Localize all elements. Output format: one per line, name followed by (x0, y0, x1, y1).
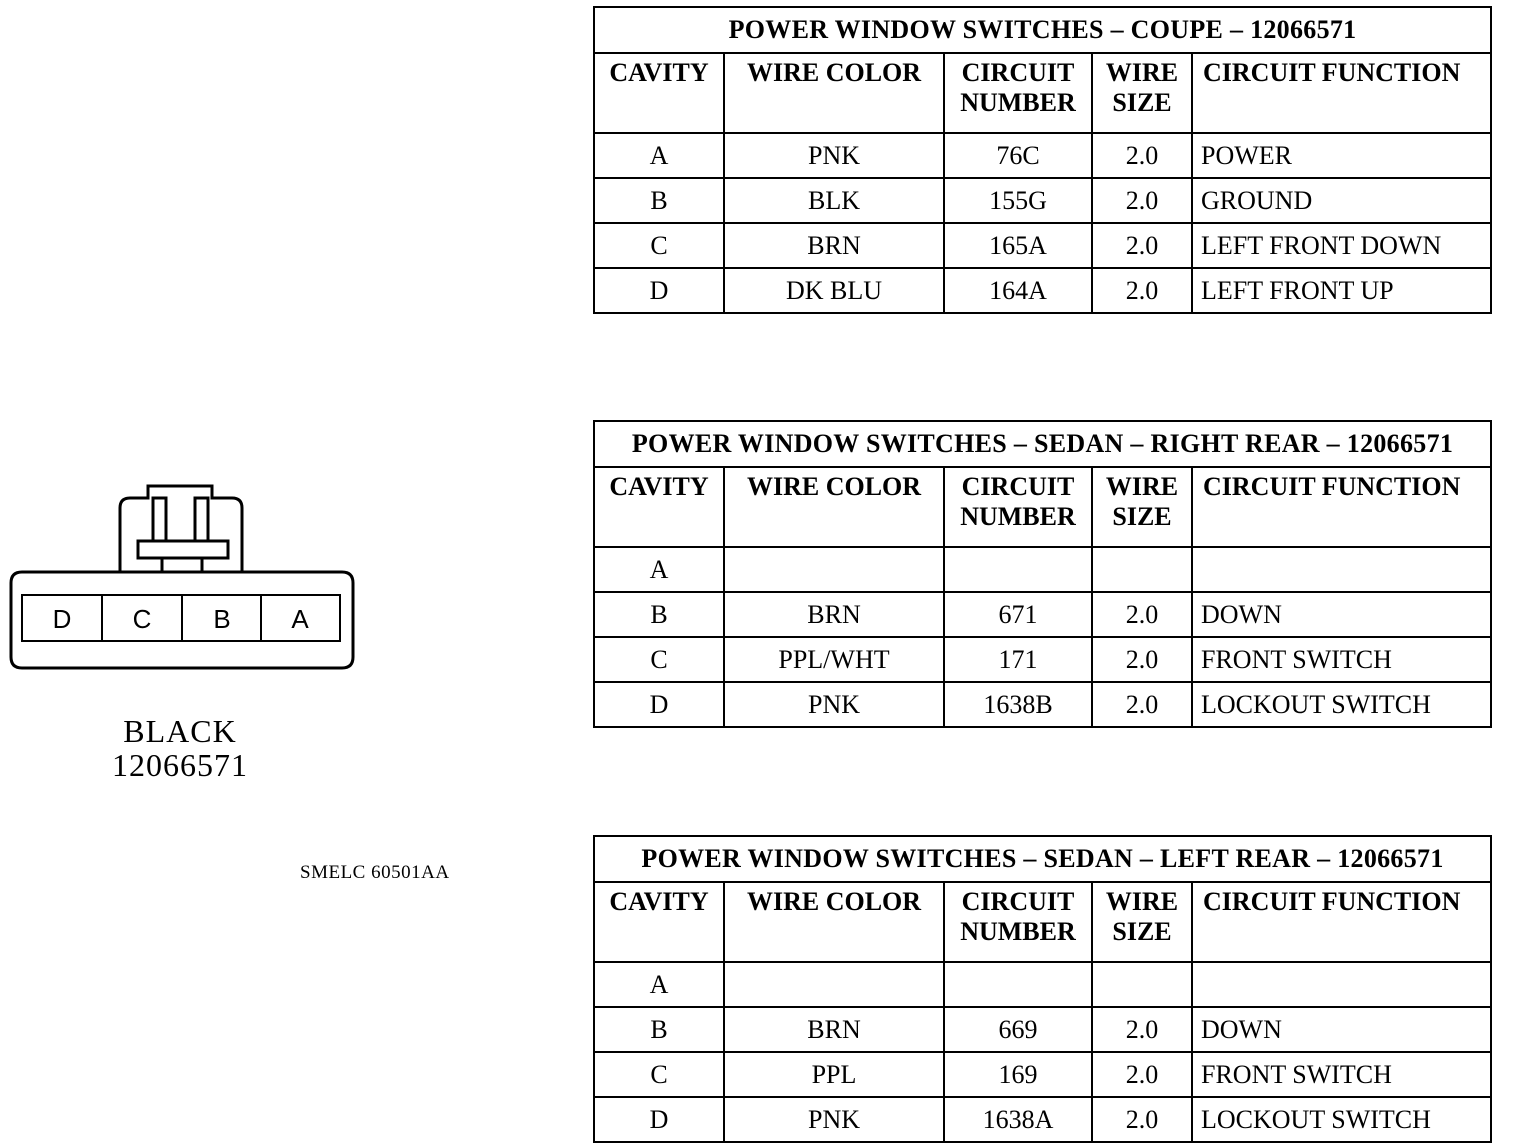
cell-circuit-number: 165A (944, 223, 1092, 268)
cell-circuit-function: FRONT SWITCH (1192, 1052, 1491, 1097)
header-circuit-function: CIRCUIT FUNCTION (1192, 467, 1491, 547)
header-wire-size: WIRE SIZE (1092, 53, 1192, 133)
header-circuit-number: CIRCUIT NUMBER (944, 882, 1092, 962)
header-circuit-function: CIRCUIT FUNCTION (1192, 53, 1491, 133)
connector-diagram (0, 470, 370, 690)
sedan-left-rear-pinout-table (593, 835, 1492, 1143)
cell-circuit-number (944, 547, 1092, 592)
cell-cavity: A (594, 962, 724, 1007)
cavity-label-a: A (291, 604, 309, 634)
cell-circuit-function: DOWN (1192, 1007, 1491, 1052)
cavity-label-c: C (132, 604, 152, 634)
cell-wire-color (724, 547, 944, 592)
header-circuit-function: CIRCUIT FUNCTION (1192, 882, 1491, 962)
header-circuit-number: CIRCUIT NUMBER (944, 53, 1092, 133)
header-wire-color: WIRE COLOR (724, 467, 944, 547)
cell-circuit-number: 669 (944, 1007, 1092, 1052)
cell-circuit-function: LOCKOUT SWITCH (1192, 1097, 1491, 1142)
table-row (594, 1007, 1491, 1052)
figure-id: SMELC 60501AA (300, 862, 450, 883)
cell-wire-size: 2.0 (1092, 178, 1192, 223)
cell-circuit-number (944, 962, 1092, 1007)
cell-wire-color: BRN (724, 223, 944, 268)
header-cavity: CAVITY (594, 53, 724, 133)
table-row (594, 268, 1491, 313)
cavity-label-b: B (213, 604, 231, 634)
table-row (594, 178, 1491, 223)
cell-cavity: B (594, 592, 724, 637)
header-cavity: CAVITY (594, 467, 724, 547)
cell-wire-color: PPL (724, 1052, 944, 1097)
cell-wire-size (1092, 962, 1192, 1007)
table-row (594, 223, 1491, 268)
table-row (594, 133, 1491, 178)
cell-circuit-number: 671 (944, 592, 1092, 637)
cell-wire-size: 2.0 (1092, 268, 1192, 313)
cell-wire-size: 2.0 (1092, 682, 1192, 727)
header-cavity: CAVITY (594, 882, 724, 962)
cell-wire-size: 2.0 (1092, 637, 1192, 682)
cell-cavity: A (594, 547, 724, 592)
cell-wire-color (724, 962, 944, 1007)
cell-circuit-number: 171 (944, 637, 1092, 682)
cell-circuit-number: 164A (944, 268, 1092, 313)
cell-wire-color: BLK (724, 178, 944, 223)
sedan-right-rear-pinout-table (593, 420, 1492, 728)
cell-circuit-function: POWER (1192, 133, 1491, 178)
table-title: POWER WINDOW SWITCHES – SEDAN – LEFT REAR – 12066571 (594, 836, 1491, 882)
table-row (594, 637, 1491, 682)
cell-cavity: D (594, 1097, 724, 1142)
cell-wire-size: 2.0 (1092, 592, 1192, 637)
cell-wire-color: PNK (724, 1097, 944, 1142)
cell-wire-color: BRN (724, 592, 944, 637)
table-row (594, 547, 1491, 592)
cell-wire-size: 2.0 (1092, 133, 1192, 178)
cell-circuit-function: LEFT FRONT DOWN (1192, 223, 1491, 268)
cell-wire-color: DK BLU (724, 268, 944, 313)
coupe-pinout-table (593, 6, 1492, 314)
cell-wire-size: 2.0 (1092, 1007, 1192, 1052)
cell-wire-color: BRN (724, 1007, 944, 1052)
cell-circuit-function: LEFT FRONT UP (1192, 268, 1491, 313)
cavity-label-d: D (52, 604, 72, 634)
cell-circuit-function: DOWN (1192, 592, 1491, 637)
cell-circuit-number: 1638A (944, 1097, 1092, 1142)
cell-cavity: D (594, 268, 724, 313)
table-row (594, 592, 1491, 637)
cell-cavity: B (594, 1007, 724, 1052)
cell-cavity: D (594, 682, 724, 727)
cell-cavity: C (594, 637, 724, 682)
cell-wire-size: 2.0 (1092, 1052, 1192, 1097)
header-circuit-number: CIRCUIT NUMBER (944, 467, 1092, 547)
table-row (594, 1097, 1491, 1142)
header-wire-size: WIRE SIZE (1092, 467, 1192, 547)
header-wire-size: WIRE SIZE (1092, 882, 1192, 962)
table-title: POWER WINDOW SWITCHES – COUPE – 12066571 (594, 7, 1491, 53)
cell-circuit-function: FRONT SWITCH (1192, 637, 1491, 682)
cell-circuit-number: 169 (944, 1052, 1092, 1097)
table-row (594, 1052, 1491, 1097)
cell-wire-color: PNK (724, 682, 944, 727)
cell-cavity: C (594, 1052, 724, 1097)
cell-circuit-function (1192, 547, 1491, 592)
connector-color-label: BLACK (123, 713, 237, 749)
header-wire-color: WIRE COLOR (724, 53, 944, 133)
cell-circuit-number: 76C (944, 133, 1092, 178)
connector-latch-finger-left (153, 498, 166, 541)
cell-circuit-function (1192, 962, 1491, 1007)
cell-wire-size: 2.0 (1092, 1097, 1192, 1142)
cell-cavity: A (594, 133, 724, 178)
cell-circuit-number: 1638B (944, 682, 1092, 727)
cell-circuit-number: 155G (944, 178, 1092, 223)
cell-wire-color: PNK (724, 133, 944, 178)
table-title: POWER WINDOW SWITCHES – SEDAN – RIGHT REAR – 12066571 (594, 421, 1491, 467)
cell-wire-size: 2.0 (1092, 223, 1192, 268)
table-row (594, 682, 1491, 727)
cell-wire-size (1092, 547, 1192, 592)
connector-latch-bar (138, 541, 228, 558)
cell-wire-color: PPL/WHT (724, 637, 944, 682)
connector-part-number: 12066571 (112, 747, 248, 783)
cell-circuit-function: GROUND (1192, 178, 1491, 223)
cell-cavity: B (594, 178, 724, 223)
table-row (594, 962, 1491, 1007)
header-wire-color: WIRE COLOR (724, 882, 944, 962)
cell-circuit-function: LOCKOUT SWITCH (1192, 682, 1491, 727)
connector-latch-finger-right (195, 498, 208, 541)
cell-cavity: C (594, 223, 724, 268)
